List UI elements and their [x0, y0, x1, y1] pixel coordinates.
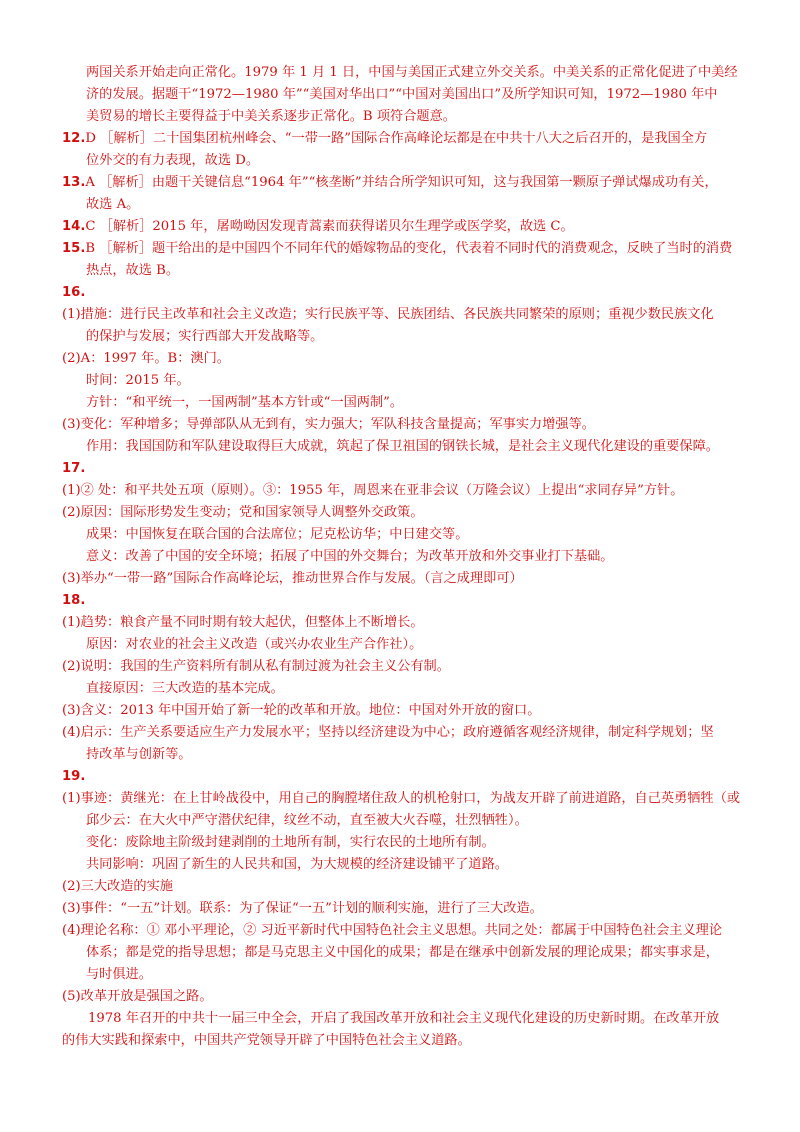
line-text: (4)理论名称：① 邓小平理论，② 习近平新时代中国特色社会主义思想。共同之处：都属于中国特色社会主义理论	[62, 923, 723, 938]
text-line	[62, 106, 754, 128]
text-line	[62, 546, 754, 568]
text-line	[62, 194, 754, 216]
line-text: (1)趋势：粮食产量不同时期有较大起伏，但整体上不断增长。	[62, 615, 424, 630]
text-line	[62, 744, 754, 766]
answer-item-line	[62, 590, 754, 612]
line-text: 持改革与创新等。	[86, 747, 192, 762]
text-line	[62, 1030, 754, 1052]
text-line	[62, 414, 754, 436]
question-number: 16.	[62, 285, 86, 300]
line-text: D ［解析］二十国集团杭州峰会、“一带一路”国际合作高峰论坛都是在中共十八大之后召开的，是我国全方	[85, 131, 708, 146]
answer-item-line	[62, 172, 754, 194]
text-line	[62, 392, 754, 414]
text-line	[62, 150, 754, 172]
line-text: 共同影响：巩固了新生的人民共和国，为大规模的经济建设铺平了道路。	[86, 857, 508, 872]
question-number: 15.	[62, 241, 86, 256]
text-line	[62, 634, 754, 656]
line-text: 1978 年召开的中共十一届三中全会，开启了我国改革开放和社会主义现代化建设的历史新时期。在改革开放	[88, 1011, 720, 1026]
question-number: 18.	[62, 593, 86, 608]
text-line	[62, 502, 754, 524]
line-text: (1)② 处：和平共处五项（原则）。③：1955 年，周恩来在亚非会议（万隆会议）上提出“求同存异”方针。	[62, 483, 684, 498]
line-text: 美贸易的增长主要得益于中美关系逐步正常化。B 项符合题意。	[86, 109, 456, 124]
line-text: 作用：我国国防和军队建设取得巨大成就，筑起了保卫祖国的钢铁长城，是社会主义现代化建设的重要保障。	[86, 439, 719, 454]
text-line	[62, 568, 754, 590]
question-number: 19.	[62, 769, 86, 784]
text-line	[62, 854, 754, 876]
text-line	[62, 986, 754, 1008]
text-line	[62, 84, 754, 106]
text-line	[62, 524, 754, 546]
line-text: (3)变化：军种增多；导弹部队从无到有，实力强大；军队科技含量提高；军事实力增强等。	[62, 417, 595, 432]
answer-item-line	[62, 128, 754, 150]
line-text: 的伟大实践和探索中，中国共产党领导开辟了中国特色社会主义道路。	[62, 1033, 471, 1048]
line-text: 济的发展。据题干“1972—1980 年”“美国对华出口”“中国对美国出口”及所学知识可知，1972—1980 年中	[86, 87, 718, 102]
answer-item-line	[62, 282, 754, 304]
line-text: 方针：“和平统一，一国两制”基本方针或“一国两制”。	[86, 395, 404, 410]
line-text: (2)说明：我国的生产资料所有制从私有制过渡为社会主义公有制。	[62, 659, 450, 674]
text-line	[62, 920, 754, 942]
text-line	[62, 1008, 754, 1030]
text-line	[62, 678, 754, 700]
line-text: 变化：废除地主阶级封建剥削的土地所有制，实行农民的土地所有制。	[86, 835, 495, 850]
answer-item-line	[62, 238, 754, 260]
line-text: 位外交的有力表现，故选 D。	[86, 153, 260, 168]
question-number: 14.	[62, 219, 86, 234]
line-text: 与时俱进。	[86, 967, 152, 982]
text-line	[62, 480, 754, 502]
line-text: (5)改革开放是强国之路。	[62, 989, 213, 1004]
line-text: 故选 A。	[86, 197, 140, 212]
line-text: 两国关系开始走向正常化。1979 年 1 月 1 日，中国与美国正式建立外交关系。中美关系的正常化促进了中美经	[86, 65, 738, 80]
line-text: 的保护与发展；实行西部大开发战略等。	[86, 329, 324, 344]
line-text: (4)启示：生产关系要适应生产力发展水平；坚持以经济建设为中心；政府遵循客观经济规律，制定科学规划；坚	[62, 725, 714, 740]
question-number: 17.	[62, 461, 86, 476]
line-text: (1)措施：进行民主改革和社会主义改造；实行民族平等、民族团结、各民族共同繁荣的原则；重视少数民族文化	[62, 307, 714, 322]
answer-page	[62, 62, 754, 1052]
text-line	[62, 436, 754, 458]
text-line	[62, 370, 754, 392]
line-text: 意义：改善了中国的安全环境；拓展了中国的外交舞台；为改革开放和外交事业打下基础。	[86, 549, 614, 564]
line-text: A ［解析］由题干关键信息“1964 年”“核垄断”并结合所学知识可知，这与我国第一颗原子弹试爆成功有关，	[85, 175, 718, 190]
text-line	[62, 326, 754, 348]
line-text: (2)三大改造的实施	[62, 879, 173, 894]
text-line	[62, 898, 754, 920]
line-text: 体系；都是党的指导思想；都是马克思主义中国化的成果；都是在继承中创新发展的理论成果；都实事求是，	[86, 945, 719, 960]
text-line	[62, 62, 754, 84]
text-line	[62, 832, 754, 854]
line-text: B ［解析］题干给出的是中国四个不同年代的婚嫁物品的变化，代表着不同时代的消费观念，反映了当时的消费	[85, 241, 733, 256]
text-line	[62, 876, 754, 898]
text-line	[62, 810, 754, 832]
text-line	[62, 700, 754, 722]
text-line	[62, 964, 754, 986]
line-text: (1)事迹：黄继光：在上甘岭战役中，用自己的胸膛堵住敌人的机枪射口，为战友开辟了前进道路，自己英勇牺牲（或	[62, 791, 741, 806]
answer-item-line	[62, 766, 754, 788]
line-text: 原因：对农业的社会主义改造（或兴办农业生产合作社）。	[86, 637, 423, 652]
text-line	[62, 348, 754, 370]
text-line	[62, 656, 754, 678]
text-line	[62, 942, 754, 964]
line-text: (2)原因：国际形势发生变动；党和国家领导人调整外交政策。	[62, 505, 424, 520]
question-number: 12.	[62, 131, 86, 146]
line-text: (3)含义：2013 年中国开始了新一轮的改革和开放。地位：中国对外开放的窗口。	[62, 703, 541, 718]
line-text: 热点，故选 B。	[86, 263, 180, 278]
line-text: C ［解析］2015 年，屠呦呦因发现青蒿素而获得诺贝尔生理学或医学奖，故选 C。	[85, 219, 574, 234]
line-text: 直接原因：三大改造的基本完成。	[86, 681, 284, 696]
text-line	[62, 260, 754, 282]
text-line	[62, 722, 754, 744]
text-line	[62, 788, 754, 810]
text-line	[62, 304, 754, 326]
line-text: 时间：2015 年。	[86, 373, 190, 388]
line-text: 成果：中国恢复在联合国的合法席位；尼克松访华；中日建交等。	[86, 527, 469, 542]
line-text: (2)A：1997 年。B：澳门。	[62, 351, 230, 366]
answer-item-line	[62, 216, 754, 238]
line-text: (3)举办“一带一路”国际合作高峰论坛，推动世界合作与发展。（言之成理即可）	[62, 571, 523, 586]
text-line	[62, 612, 754, 634]
answer-item-line	[62, 458, 754, 480]
line-text: 邱少云：在大火中严守潜伏纪律，纹丝不动，直至被大火吞噬，壮烈牺牲）。	[86, 813, 528, 828]
line-text: (3)事件：“一五”计划。联系：为了保证“一五”计划的顺利实施，进行了三大改造。	[62, 901, 543, 916]
question-number: 13.	[62, 175, 86, 190]
